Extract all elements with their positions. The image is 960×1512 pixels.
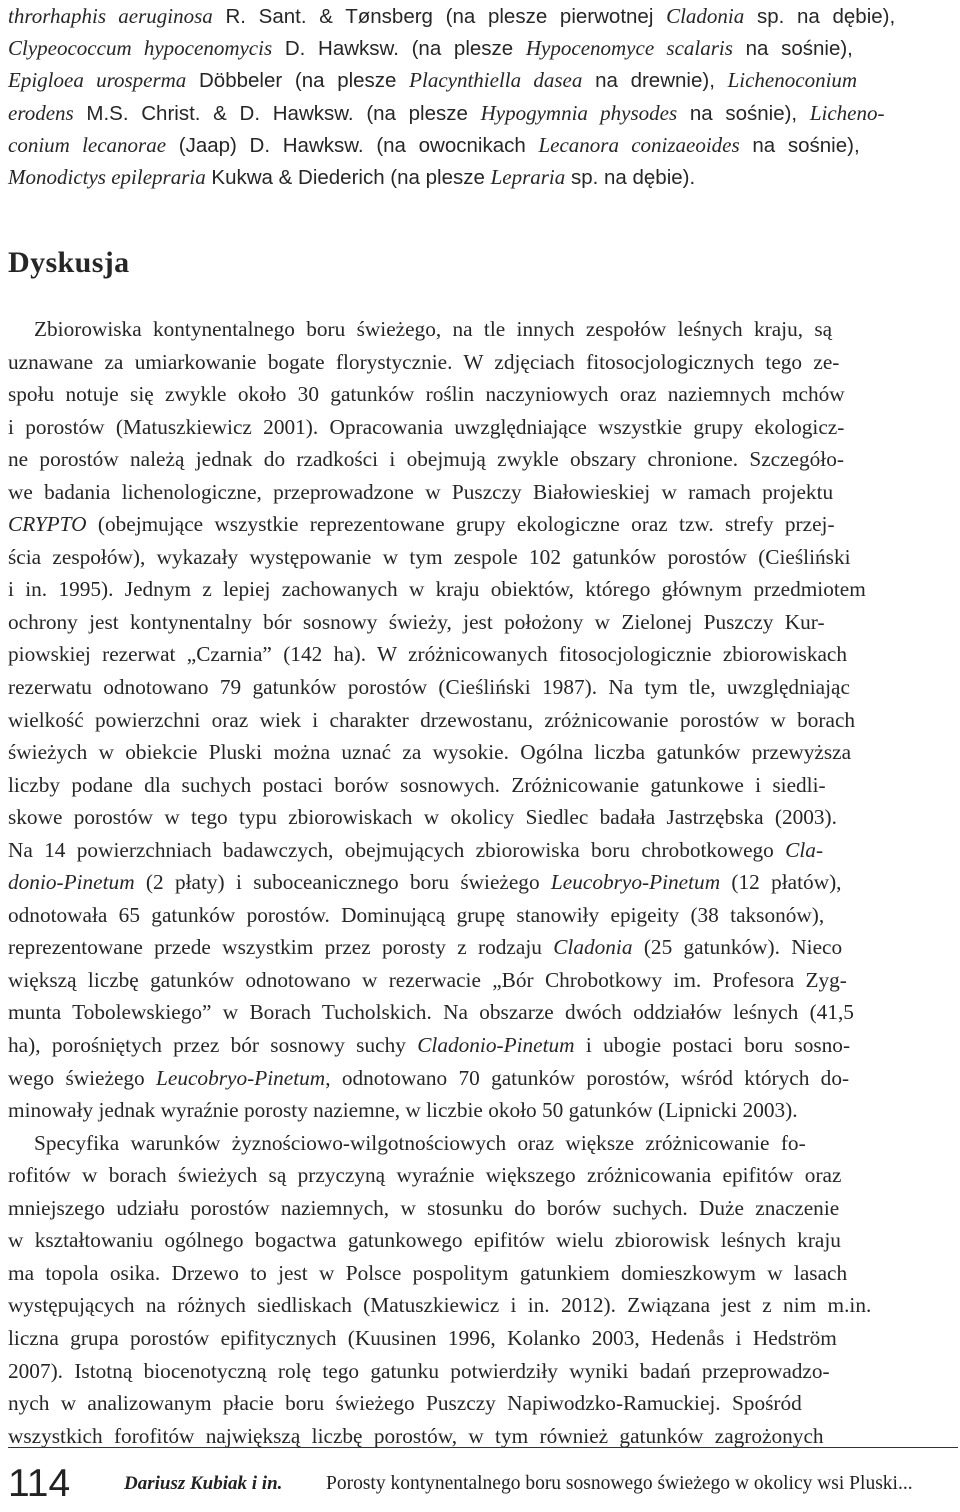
section-heading: Dyskusja: [8, 246, 130, 279]
text-run: Zbiorowiska kontynentalnego boru świeżego, na tle innych zespołów leśnych kraju, są: [34, 317, 833, 341]
text-run: R. Sant. & Tønsberg (na plesze pierwotnej: [212, 5, 667, 28]
paragraph-line: [8, 671, 956, 704]
text-run: wego świeżego: [8, 1065, 157, 1090]
text-run: skowe porostów w tego typu zbiorowiskach w okolicy Siedlec badała Jastrzębska (2003).: [8, 805, 837, 830]
paragraph-line: [8, 476, 956, 509]
text-run: sp. na dębie),: [744, 5, 896, 28]
text-run: występujących na różnych siedliskach (Matuszkiewicz i in. 2012). Związana jest z nim m.in.: [8, 1293, 872, 1318]
text-run: na sośnie),: [677, 101, 810, 125]
paragraph-line: [8, 378, 956, 411]
text-run: piowskiej rezerwat „Czarnia” (142 ha). W zróżnicowanych fitosocjologicznie zbiorowiskach: [8, 642, 848, 667]
text-run: uznawane za umiarkowanie bogate florystycznie. W zdjęciach fitosocjologicznych tego ze-: [8, 349, 840, 374]
italic-term: donio-Pinetum: [8, 870, 135, 895]
taxon-name: Clypeococcum hypocenomycis: [8, 36, 273, 61]
paragraph-line: [8, 508, 956, 541]
paragraph-line: [8, 638, 956, 671]
taxon-name: Placynthiella dasea: [409, 68, 583, 93]
paragraph-line: [8, 801, 956, 834]
text-run: we badania lichenologiczne, przeprowadzone w Puszczy Białowieskiej w ramach projektu: [8, 479, 834, 504]
paragraph-line: [8, 931, 956, 964]
text-run: Na 14 powierzchniach badawczych, obejmujących zbiorowiska boru chrobotkowego: [8, 837, 786, 862]
text-run: na sośnie),: [732, 37, 853, 61]
paragraph-line: [8, 443, 956, 476]
text-run: społu notuje się zwykle około 30 gatunków roślin naczyniowych oraz naziemnych mchów: [8, 382, 845, 407]
discussion-body: [8, 313, 956, 1452]
paragraph-line: [8, 736, 956, 769]
paragraph-first-line: [8, 313, 956, 346]
paragraph-line: [8, 1387, 956, 1420]
italic-term: Leucobryo-Pinetum: [156, 1065, 326, 1090]
paragraph-line: [8, 346, 956, 379]
intro-line: [8, 64, 954, 96]
paragraph-line: [8, 769, 956, 802]
text-run: minowały jednak wyraźnie porosty naziemne, w liczbie około 50 gatunków (Lipnicki 2003).: [8, 1098, 798, 1123]
paragraph-line: [8, 996, 956, 1029]
footer-running-title: Porosty kontynentalnego boru sosnowego świeżego w okolicy wsi Pluski...: [326, 1473, 913, 1494]
paragraph-line: [8, 411, 956, 444]
text-run: (25 gatunków). Nieco: [632, 935, 843, 960]
text-run: na drewnie),: [582, 69, 728, 93]
text-run: liczna grupa porostów epifitycznych (Kuusinen 1996, Kolanko 2003, Hedenås i Hedström: [8, 1325, 837, 1350]
intro-line: [8, 32, 954, 64]
paragraph-line: [8, 1094, 956, 1127]
paragraph-line: [8, 606, 956, 639]
taxon-name: Hypocenomyce scalaris: [525, 36, 733, 61]
intro-line: [8, 129, 954, 161]
intro-line: [8, 161, 954, 193]
text-run: nych w analizowanym płacie boru świeżego Puszczy Napiwodzko-Ramuckiej. Spośród: [8, 1391, 802, 1416]
taxon-name: Cladonia: [666, 4, 745, 28]
text-run: D. Hawksw. (na plesze: [272, 37, 526, 61]
text-run: ne porostów należą jednak do rzadkości i obejmują zwykle obszary chronione. Szczegóło-: [8, 447, 844, 472]
text-run: M.S. Christ. & D. Hawksw. (na plesze: [73, 101, 481, 125]
paragraph-line: [8, 1224, 956, 1257]
text-run: i porostów (Matuszkiewicz 2001). Opracowania uwzględniające wszystkie grupy ekologicz-: [8, 414, 845, 439]
paragraph-line: [8, 866, 956, 899]
italic-term: Cladonio-Pinetum: [417, 1033, 575, 1058]
paragraph-line: [8, 1029, 956, 1062]
paragraph-line: [8, 899, 956, 932]
paragraph-line: [8, 1062, 956, 1095]
italic-term: Cla-: [785, 837, 824, 862]
text-run: ścia zespołów), wykazały występowanie w tym zespole 102 gatunków porostów (Cieśliński: [8, 544, 851, 569]
text-run: odnotowała 65 gatunków porostów. Dominującą grupę stanowiły epigeity (38 taksonów),: [8, 902, 825, 927]
intro-line: [8, 0, 954, 32]
paragraph-first-line: [8, 1127, 956, 1160]
text-run: Döbbeler (na plesze: [186, 69, 410, 93]
intro-line: [8, 97, 954, 129]
text-run: i ubogie postaci boru sosno-: [574, 1033, 851, 1058]
text-run: i in. 1995). Jednym z lepiej zachowanych w kraju obiektów, którego głównym przedmiotem: [8, 577, 866, 602]
text-run: (2 płaty) i suboceanicznego boru świeżego: [134, 870, 551, 895]
text-run: mniejszego udziału porostów naziemnych, w stosunku do borów suchych. Duże znaczenie: [8, 1195, 840, 1220]
paragraph-line: [8, 1289, 956, 1322]
paragraph-line: [8, 1159, 956, 1192]
text-run: (Jaap) D. Hawksw. (na owocnikach: [166, 133, 539, 157]
text-run: , odnotowano 70 gatunków porostów, wśród których do-: [325, 1065, 850, 1090]
text-run: świeżych w obiekcie Pluski można uznać za wysokie. Ogólna liczba gatunków przewyższa: [8, 740, 852, 765]
paragraph-line: [8, 704, 956, 737]
footer-divider: [8, 1447, 958, 1448]
paragraph-line: [8, 573, 956, 606]
species-list-continuation: [8, 0, 954, 193]
taxon-name: Lepraria: [490, 164, 566, 189]
taxon-name: Epigloea urosperma: [8, 68, 187, 93]
italic-term: Leucobryo-Pinetum: [550, 870, 721, 895]
paragraph-line: [8, 1257, 956, 1290]
taxon-name: Lichenoconium: [727, 68, 858, 93]
taxon-name: erodens: [8, 100, 74, 125]
text-run: reprezentowane przede wszystkim przez porosty z rodzaju: [8, 935, 554, 960]
text-run: 2007). Istotną biocenotyczną rolę tego gatunku potwierdziły wyniki badań przeprowadzo-: [8, 1358, 830, 1383]
paragraph-line: [8, 964, 956, 997]
paragraph-line: [8, 1322, 956, 1355]
text-run: (12 płatów),: [720, 870, 842, 895]
taxon-name: Licheno-: [809, 100, 885, 125]
taxon-name: Hypogymnia physodes: [480, 100, 678, 125]
text-run: Kukwa & Diederich (na plesze: [205, 165, 491, 189]
taxon-name: Lecanora conizaeoides: [538, 132, 740, 157]
paragraph-line: [8, 834, 956, 867]
text-run: ha), porośniętych przez bór sosnowy suchy: [8, 1033, 418, 1058]
text-run: (obejmujące wszystkie reprezentowane grupy ekologiczne oraz tzw. strefy przej-: [86, 512, 835, 537]
text-run: wszystkich forofitów największą liczbę porostów, w tym również gatunków zagrożonych: [8, 1423, 824, 1448]
paragraph-line: [8, 541, 956, 574]
text-run: rofitów w borach świeżych są przyczyną wyraźnie większego zróżnicowania epifitów oraz: [8, 1163, 842, 1188]
text-run: munta Tobolewskiego” w Borach Tucholskich. Na obszarze dwóch oddziałów leśnych (41,5: [8, 1000, 854, 1025]
paragraph-line: [8, 1355, 956, 1388]
italic-term: CRYPTO: [8, 512, 87, 537]
italic-term: Cladonia: [553, 935, 633, 960]
text-run: liczby podane dla suchych postaci borów sosnowych. Zróżnicowanie gatunkowe i siedli-: [8, 772, 826, 797]
text-run: sp. na dębie).: [565, 165, 696, 189]
text-run: ochrony jest kontynentalny bór sosnowy świeży, jest położony w Zielonej Puszczy Kur-: [8, 609, 825, 634]
taxon-name: conium lecanorae: [8, 132, 167, 157]
text-run: rezerwatu odnotowano 79 gatunków porostów (Cieśliński 1987). Na tym tle, uwzględniając: [8, 675, 850, 700]
text-run: na sośnie),: [739, 133, 860, 157]
text-run: większą liczbę gatunków odnotowano w rezerwacie „Bór Chrobotkowy im. Profesora Zyg-: [8, 967, 847, 992]
page-number: 114: [8, 1462, 71, 1505]
footer-author: Dariusz Kubiak i in.: [124, 1473, 283, 1494]
text-run: Specyfika warunków żyznościowo-wilgotnościowych oraz większe zróżnicowanie fo-: [34, 1130, 806, 1155]
taxon-name: Monodictys epilepraria: [8, 164, 206, 189]
text-run: w kształtowaniu ogólnego bogactwa gatunkowego epifitów wielu zbiorowisk leśnych kraju: [8, 1228, 841, 1253]
text-run: wielkość powierzchni oraz wiek i charakter drzewostanu, zróżnicowanie porostów w borach: [8, 707, 856, 732]
text-run: ma topola osika. Drzewo to jest w Polsce pospolitym gatunkiem domieszkowym w lasach: [8, 1260, 848, 1285]
taxon-name: throrhaphis aeruginosa: [8, 4, 213, 28]
paragraph-line: [8, 1192, 956, 1225]
